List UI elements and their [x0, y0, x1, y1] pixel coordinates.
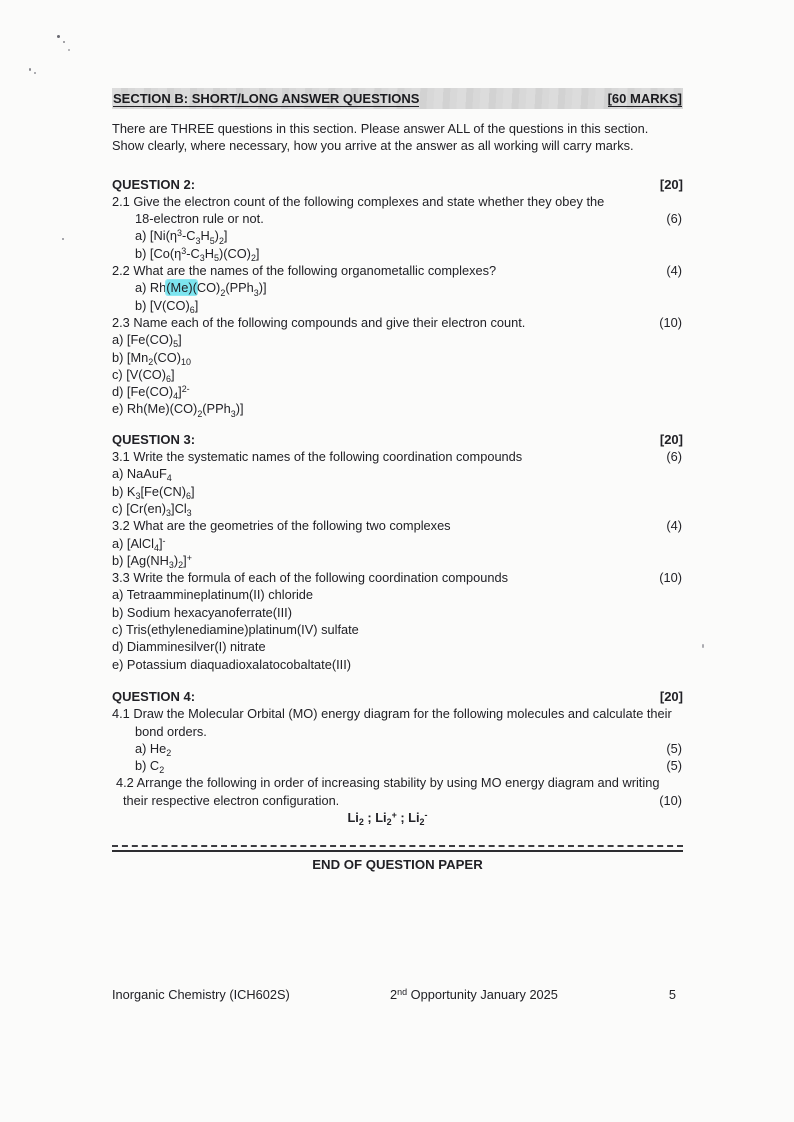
- question-line-text: b) $C_2$: [135, 758, 165, 776]
- scan-speck: [63, 41, 65, 43]
- subscript: 3: [166, 508, 172, 519]
- subscript: 4: [166, 473, 172, 484]
- subscript: 2: [159, 765, 165, 776]
- question-line-text: 18-electron rule or not.: [135, 211, 264, 227]
- question-line: [112, 723, 683, 740]
- subscript: 3: [168, 559, 174, 570]
- footer-session: 2nd Opportunity January 2025: [390, 986, 558, 1002]
- question-line: [112, 279, 683, 296]
- questions-container: [112, 176, 683, 827]
- line-marks: (6): [666, 211, 682, 227]
- superscript: +: [186, 552, 192, 563]
- end-of-paper-title: END OF QUESTION PAPER: [312, 857, 483, 873]
- question-line-text: 3.3 Write the formula of each of the following coordination compounds: [112, 570, 508, 586]
- end-divider: [112, 845, 683, 852]
- question-title-row: [112, 688, 683, 705]
- line-marks: (10): [659, 314, 682, 330]
- question-line: [112, 465, 683, 482]
- subscript: 2: [218, 235, 224, 246]
- question-line: [112, 500, 683, 517]
- question-line-text: e) $Rh(Me)(CO)_2(PPh_3)$]: [112, 401, 244, 419]
- question-line: [112, 774, 683, 791]
- subscript: 2: [178, 559, 184, 570]
- question-line: [112, 193, 683, 210]
- question-line-text: 3.2 What are the geometries of the following two complexes: [112, 518, 451, 534]
- dashed-rule: [112, 845, 683, 847]
- question-line-text: b) $[Ag(NH_3)_2]^+$: [112, 552, 192, 570]
- subscript: 5: [209, 235, 215, 246]
- scan-speck: [702, 644, 704, 648]
- solid-rule: [112, 850, 683, 852]
- question-line-text: a) $[Ni(\eta^3-C_3H_5)_2]$: [135, 228, 228, 246]
- subscript: 2: [386, 817, 392, 828]
- question-line: [112, 809, 683, 826]
- line-marks: (10): [659, 570, 682, 586]
- question-line: [112, 349, 683, 366]
- subscript: 3: [253, 287, 259, 298]
- subscript: 3: [195, 235, 201, 246]
- subscript: 6: [189, 304, 195, 315]
- question-line-text: 3.1 Write the systematic names of the following coordination compounds: [112, 449, 523, 465]
- question-line: [112, 757, 683, 774]
- scan-speck: [34, 72, 36, 74]
- question-title: QUESTION 3:: [112, 431, 196, 447]
- line-marks: (4): [666, 518, 682, 534]
- question-line: [112, 792, 683, 809]
- question-line-text: e) Potassium diaquadioxalatocobaltate(III): [112, 656, 352, 672]
- superscript: -: [162, 535, 166, 546]
- intro-paragraph: [112, 120, 683, 155]
- highlight-mark: (Me)(: [166, 280, 197, 296]
- subscript: 4: [153, 542, 159, 553]
- question-title: QUESTION 2:: [112, 176, 196, 192]
- superscript: nd: [397, 986, 408, 997]
- line-marks: (10): [659, 792, 682, 808]
- subscript: 3: [199, 252, 205, 263]
- subscript: 2: [419, 817, 425, 828]
- question-line-text: a) NaAuF$_4$: [112, 466, 172, 484]
- scan-speck: [62, 238, 64, 240]
- question-line-text: bond orders.: [135, 723, 207, 739]
- question-line: [112, 483, 683, 500]
- question-line-text: b) [$Mn_2(CO)_{10}$: [112, 349, 191, 367]
- question-title-row: [112, 176, 683, 193]
- question-line-text: d) $[Fe(CO)_4]^{2-}$: [112, 384, 190, 402]
- question-section: [112, 431, 683, 673]
- question-line: [112, 366, 683, 383]
- question-section: [112, 176, 683, 418]
- question-line: [112, 517, 683, 534]
- question-line: [112, 297, 683, 314]
- superscript: 3: [176, 228, 182, 239]
- scan-speck: [57, 35, 60, 38]
- question-line: [112, 314, 683, 331]
- question-line: [112, 331, 683, 348]
- subscript: 10: [180, 356, 191, 367]
- section-marks: [60 MARKS]: [607, 90, 682, 106]
- section-title: SECTION B: SHORT/LONG ANSWER QUESTIONS: [113, 90, 420, 106]
- question-line-text: b) $[Co(\eta^3-C_3H_5)(CO)_2]$: [135, 245, 260, 263]
- question-line-text: 2.2 What are the names of the following organometallic complexes?: [112, 263, 497, 279]
- question-line: [112, 705, 683, 722]
- question-line-text: b) $[V(CO)_6]$: [135, 297, 199, 315]
- line-marks: (5): [666, 758, 682, 774]
- superscript: 3: [181, 245, 187, 256]
- subscript: 3: [135, 490, 141, 501]
- question-line: [112, 245, 683, 262]
- question-line-text: c) Tris(ethylenediamine)platinum(IV) sulfate: [112, 622, 359, 638]
- subscript: 2: [220, 287, 226, 298]
- footer-course: Inorganic Chemistry (ICH602S): [112, 987, 290, 1002]
- question-total-marks: [20]: [659, 431, 683, 447]
- question-line: [112, 638, 683, 655]
- line-marks: (6): [666, 449, 682, 465]
- question-line: [112, 586, 683, 603]
- scan-speck: [29, 68, 31, 71]
- subscript: 2: [358, 817, 364, 828]
- question-line-text: 4.2 Arrange the following in order of increasing stability by using MO energy diagram and writing: [116, 775, 660, 791]
- question-line-text: a) [AlCl$_4$]-: [112, 535, 166, 553]
- subscript: 2: [148, 356, 154, 367]
- question-line: [112, 740, 683, 757]
- question-line: [112, 262, 683, 279]
- question-line-text: 4.1 Draw the Molecular Orbital (MO) energy diagram for the following molecules and calculate their: [112, 706, 672, 722]
- question-line-text: c) $[V(CO)_6]$: [112, 366, 175, 384]
- subscript: 2: [250, 252, 256, 263]
- question-title-row: [112, 431, 683, 448]
- subscript: 3: [186, 508, 192, 519]
- section-header: [112, 88, 683, 109]
- subscript: 4: [173, 391, 179, 402]
- question-line: [112, 448, 683, 465]
- scan-speck: [68, 49, 70, 51]
- question-section: [112, 688, 683, 826]
- question-line-text: $Li_2$ ; $Li_2^+$ ; $Li_2^-$: [347, 809, 428, 828]
- question-line-text: a) $He_2$: [135, 740, 172, 758]
- question-line: [112, 569, 683, 586]
- subscript: 5: [213, 252, 219, 263]
- line-marks: (5): [666, 740, 682, 756]
- question-line-text: 2.3 Name each of the following compounds and give their electron count.: [112, 314, 526, 330]
- question-line: [112, 604, 683, 621]
- question-title: QUESTION 4:: [112, 688, 196, 704]
- question-line: [112, 656, 683, 673]
- subscript: 6: [185, 490, 191, 501]
- intro-line: There are THREE questions in this section. Please answer ALL of the questions in this section.: [112, 121, 649, 136]
- question-line-text: their respective electron configuration.: [123, 792, 340, 808]
- question-total-marks: [20]: [659, 176, 683, 192]
- subscript: 5: [173, 339, 179, 350]
- question-line: [112, 210, 683, 227]
- question-line: [112, 227, 683, 244]
- subscript: 2: [197, 408, 203, 419]
- question-line: [112, 383, 683, 400]
- superscript: 2-: [181, 384, 190, 395]
- question-line-text: b) Sodium hexacyanoferrate(III): [112, 604, 292, 620]
- question-line-text: a) $Rh(Me)(CO)_2(PPh_3)$]: [135, 280, 267, 298]
- question-line-text: 2.1 Give the electron count of the following complexes and state whether they obey the: [112, 193, 605, 209]
- subscript: 6: [166, 373, 172, 384]
- line-marks: (4): [666, 263, 682, 279]
- question-line-text: d) Diamminesilver(I) nitrate: [112, 639, 266, 655]
- intro-line: Show clearly, where necessary, how you arrive at the answer as all working will carry marks.: [112, 138, 634, 154]
- footer-page-number: 5: [668, 987, 676, 1002]
- question-line: [112, 400, 683, 417]
- subscript: 3: [230, 408, 236, 419]
- subscript: 2: [166, 747, 172, 758]
- superscript: -: [424, 809, 428, 820]
- question-line-text: a) Tetraammineplatinum(II) chloride: [112, 587, 314, 603]
- question-line: [112, 621, 683, 638]
- question-line-text: a) $[Fe(CO)_5]$: [112, 332, 182, 350]
- question-line-text: c) $[Cr(en)_3]Cl_3$: [112, 500, 192, 519]
- superscript: +: [391, 809, 397, 820]
- question-line-text: b) $K_3[Fe(CN)_6]$: [112, 483, 195, 501]
- question-line: [112, 552, 683, 569]
- question-line: [112, 535, 683, 552]
- question-total-marks: [20]: [659, 688, 683, 704]
